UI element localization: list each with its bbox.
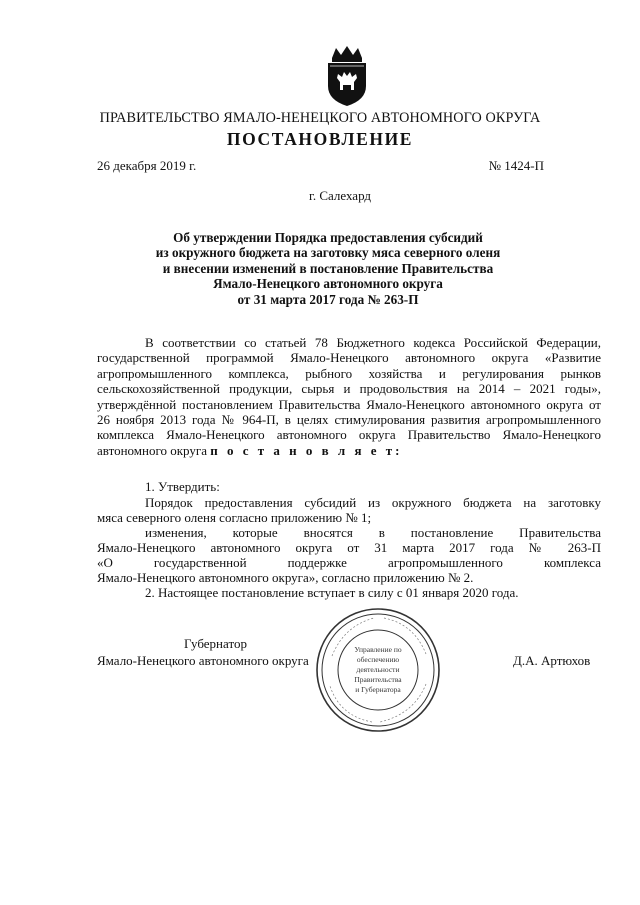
- official-stamp: [314, 606, 442, 734]
- item-1b-line: «О государственной поддержке агропромышленного комплекса: [97, 555, 601, 570]
- signatory-position: Губернатор: [184, 636, 247, 651]
- item-1b-line: Ямало-Ненецкого автономного округа», согласно приложению № 2.: [97, 570, 474, 585]
- signatory-name: Д.А. Артюхов: [513, 653, 591, 668]
- document-city: г. Салехард: [308, 188, 372, 203]
- document-number: № 1424-П: [488, 158, 544, 173]
- government-name: ПРАВИТЕЛЬСТВО ЯМАЛО-НЕНЕЦКОГО АВТОНОМНОГО ОКРУГА: [99, 110, 541, 126]
- stamp-text-line: Правительства: [354, 675, 402, 684]
- title-line: от 31 марта 2017 года № 263-П: [237, 291, 419, 307]
- stamp-text-line: деятельности: [356, 665, 400, 674]
- document-title: [90, 230, 566, 307]
- title-line: Ямало-Ненецкого автономного округа: [213, 276, 443, 292]
- coat-of-arms-icon: [322, 44, 372, 108]
- item-1b-line: Ямало-Ненецкого автономного округа от 31 марта 2017 года № 263-П: [97, 540, 601, 555]
- title-line: из окружного бюджета на заготовку мяса северного оленя: [155, 245, 501, 261]
- document-type: ПОСТАНОВЛЕНИЕ: [226, 129, 414, 149]
- signatory-organization: Ямало-Ненецкого автономного округа: [97, 653, 309, 668]
- stamp-text-line: Управление по: [354, 645, 402, 654]
- item-1a-line: мяса северного оленя согласно приложению № 1;: [97, 510, 372, 525]
- item-2: 2. Настоящее постановление вступает в силу с 01 января 2020 года.: [145, 585, 519, 600]
- item-1a-line: Порядок предоставления субсидий из окружного бюджета на заготовку: [145, 495, 601, 510]
- item-1: 1. Утвердить:: [145, 479, 220, 494]
- preamble-text: В соответствии со статьей 78 Бюджетного кодекса Российской Федерации, государственной программой Ямало-Ненецкого автономного округа «Развитие агропромышленного комплекса, рыбного хозяйства и регулирования рынков сельскохозяйственной продукции, сырья и продовольствия на 2014 – 2021 годы», утверждённой постановлением Правительства Ямало-Ненецкого автономного округа от 26 ноября 2013 года № 964-П, в целях стимулирования развития агропромышленного комплекса Ямало-Ненецкого автономного округа Правительство Ямало-Ненецкого автономного округа: [97, 335, 601, 458]
- item-1b-line: изменения, которые вносятся в постановление Правительства: [145, 525, 601, 540]
- preamble-paragraph: [97, 335, 601, 458]
- title-line: и внесении изменений в постановление Правительства: [162, 260, 494, 276]
- stamp-text-line: и Губернатора: [355, 685, 401, 694]
- title-line: Об утверждении Порядка предоставления субсидий: [173, 230, 483, 245]
- document-date: 26 декабря 2019 г.: [97, 158, 197, 173]
- stamp-text-line: обеспечению: [356, 655, 400, 664]
- resolves-word: п о с т а н о в л я е т:: [210, 442, 403, 458]
